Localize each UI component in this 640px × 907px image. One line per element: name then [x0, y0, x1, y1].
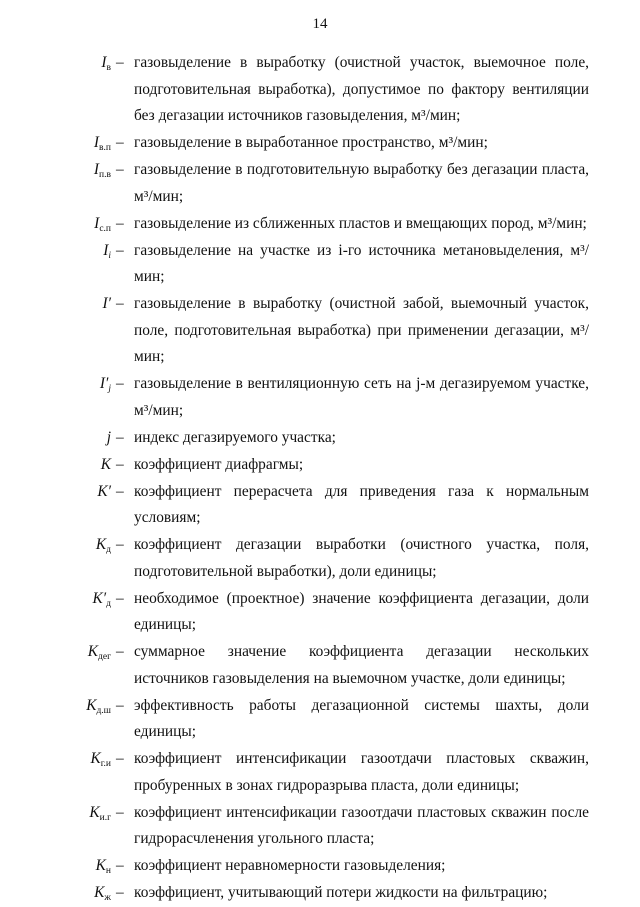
symbol	[0, 586, 116, 613]
symbol-base: K	[95, 857, 106, 874]
definition-entry	[0, 157, 640, 210]
dash-separator: –	[116, 857, 124, 874]
definition-text: коэффициент интенсификации газоотдачи пластовых скважин после гидрорасчленения угольного пласта;	[134, 803, 589, 847]
dash-separator: –	[116, 643, 124, 660]
definition-text: коэффициент интенсификации газоотдачи пластовых скважин, пробуренных в зонах гидроразрыва пласта, доли единицы;	[134, 750, 589, 794]
symbol-base: K	[92, 589, 103, 607]
dash-separator: –	[116, 54, 124, 71]
symbol	[0, 853, 116, 880]
definition-entry	[0, 532, 640, 585]
definition-entry	[0, 371, 640, 424]
dash-separator: –	[116, 803, 124, 821]
symbol-base: K	[89, 803, 100, 821]
definition-text: коэффициент перерасчета для приведения газа к нормальным условиям;	[134, 482, 589, 526]
dash-separator: –	[116, 214, 124, 232]
dash-separator: –	[116, 884, 124, 901]
symbol	[0, 639, 116, 666]
symbol-prime: ′	[107, 482, 111, 500]
definition-text: газовыделение в выработку (очистной участок, выемочное поле, подготовительная выработка), допустимое по фактору вентиляции без дегазации источников газовыделения, м³/мин;	[134, 54, 589, 124]
symbol-subscript: j	[108, 384, 111, 394]
dash-separator: –	[116, 482, 124, 500]
definition-text: газовыделение на участке из i-го источника метановыделения, м³/мин;	[134, 241, 589, 285]
symbol-prime: ′	[104, 375, 109, 392]
symbol-base: K	[87, 643, 99, 660]
symbol-base: K	[97, 482, 108, 500]
symbol-subscript: дег	[98, 652, 111, 662]
definition-text: коэффициент неравномерности газовыделения;	[134, 857, 446, 874]
symbol	[0, 50, 116, 77]
symbol-base: K	[95, 536, 107, 553]
symbol	[0, 880, 116, 907]
symbol	[0, 425, 116, 452]
symbol-subscript: ж	[104, 893, 111, 903]
definition-entry	[0, 211, 640, 238]
symbol	[0, 130, 116, 157]
symbol-subscript: д	[106, 598, 111, 609]
symbol-base: I	[93, 134, 100, 151]
symbol-subscript: д.ш	[96, 705, 111, 716]
symbol-prime: ′	[102, 589, 107, 607]
dash-separator: –	[116, 750, 124, 767]
definition-text: индекс дегазируемого участка;	[134, 428, 336, 446]
definition-entry	[0, 130, 640, 157]
dash-separator: –	[116, 134, 124, 151]
symbol	[0, 746, 116, 773]
dash-separator: –	[116, 428, 124, 446]
definition-entry	[0, 586, 640, 639]
definition-entry	[0, 853, 640, 880]
definition-text: газовыделение из сближенных пластов и вмещающих пород, м³/мин;	[134, 214, 587, 232]
symbol-base: j	[106, 428, 111, 446]
symbol	[0, 693, 116, 720]
page-number: 14	[312, 16, 328, 32]
symbol-subscript: п.в	[99, 170, 111, 180]
definition-entry	[0, 693, 640, 746]
definition-entry	[0, 479, 640, 532]
definition-text: коэффициент, учитывающий потери жидкости на фильтрацию;	[134, 884, 548, 901]
definition-text: газовыделение в выработанное пространство, м³/мин;	[134, 134, 488, 151]
symbol	[0, 291, 116, 318]
definition-text: газовыделение в подготовительную выработку без дегазации пласта, м³/мин;	[134, 161, 589, 205]
definition-entry	[0, 425, 640, 452]
definition-text: суммарное значение коэффициента дегазации нескольких источников газовыделения на выемочном участке, доли единицы;	[134, 643, 589, 687]
dash-separator: –	[116, 536, 124, 553]
dash-separator: –	[116, 161, 124, 178]
definition-entry	[0, 880, 640, 907]
definition-entry	[0, 746, 640, 799]
definition-text: коэффициент дегазации выработки (очистного участка, поля, подготовительной выработки), доли единицы;	[134, 536, 589, 580]
symbol-base: I	[93, 161, 100, 178]
symbol-subscript: н	[105, 866, 111, 876]
definition-entry	[0, 800, 640, 853]
symbol-base: I	[94, 214, 100, 232]
symbol-base: K	[94, 884, 105, 901]
symbol-base: I	[99, 375, 105, 392]
definition-text: необходимое (проектное) значение коэффициента дегазации, доли единицы;	[134, 589, 589, 633]
symbol	[0, 479, 116, 506]
dash-separator: –	[116, 295, 124, 312]
symbol-base: K	[86, 696, 97, 714]
symbol-subscript: г.и	[100, 759, 111, 769]
symbol-base: K	[100, 455, 111, 473]
dash-separator: –	[116, 589, 124, 607]
symbol	[0, 157, 116, 184]
definition-entry	[0, 238, 640, 291]
symbol-prime: ′	[107, 295, 111, 312]
definition-text: газовыделение в вентиляционную сеть на j-м дегазируемом участке, м³/мин;	[134, 375, 589, 419]
symbol	[0, 211, 116, 238]
definition-text: газовыделение в выработку (очистной забой, выемочный участок, поле, подготовительная выработка) при применении дегазации, м³/мин;	[134, 295, 589, 365]
definition-entry	[0, 639, 640, 692]
symbol-subscript: i	[108, 250, 111, 261]
symbol-subscript: в	[106, 63, 111, 73]
symbol	[0, 800, 116, 827]
symbol-definition-list	[0, 50, 640, 907]
symbol	[0, 238, 116, 265]
dash-separator: –	[116, 696, 124, 714]
definition-text: эффективность работы дегазационной системы шахты, доли единицы;	[134, 696, 589, 740]
symbol-subscript: в.п	[99, 143, 111, 153]
symbol-subscript: и.г	[99, 812, 111, 823]
symbol	[0, 452, 116, 479]
definition-text: коэффициент диафрагмы;	[134, 455, 304, 473]
symbol-base: I	[102, 295, 108, 312]
symbol-subscript: с.п	[99, 223, 111, 234]
dash-separator: –	[116, 375, 124, 392]
symbol-base: I	[103, 241, 109, 259]
symbol	[0, 532, 116, 559]
symbol-base: I	[101, 54, 107, 71]
definition-entry	[0, 452, 640, 479]
definition-entry	[0, 291, 640, 371]
dash-separator: –	[116, 455, 124, 473]
symbol-subscript: д	[106, 545, 111, 555]
definition-entry	[0, 50, 640, 130]
dash-separator: –	[116, 241, 124, 259]
symbol-base: K	[90, 750, 101, 767]
symbol	[0, 371, 116, 398]
